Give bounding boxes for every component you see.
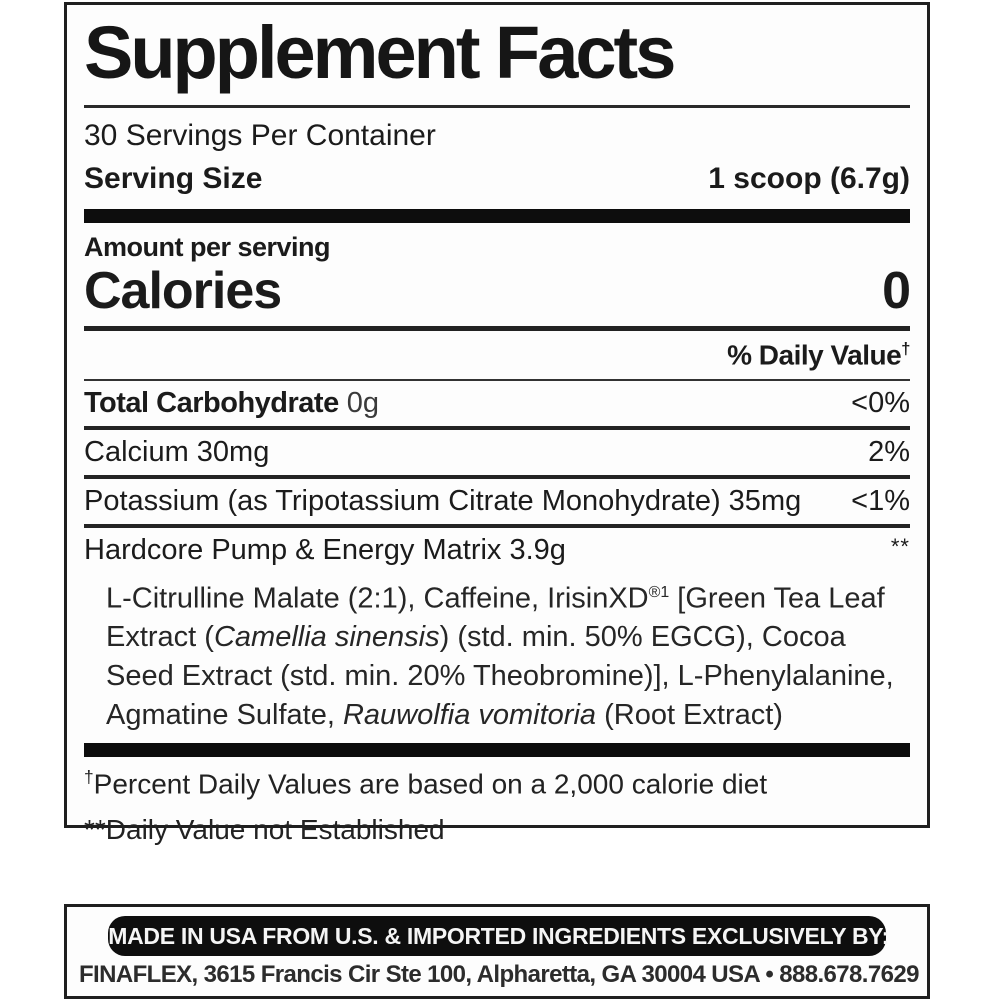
asterisks-symbol: ** bbox=[84, 814, 106, 846]
nutrient-daily-value: 2% bbox=[868, 435, 910, 468]
footnote-not-established: **Daily Value not Established bbox=[84, 814, 445, 846]
footnote-daily-value: †Percent Daily Values are based on a 2,000 calorie diet bbox=[84, 767, 768, 800]
nutrient-daily-value: <1% bbox=[851, 484, 910, 517]
serving-size-row bbox=[84, 162, 910, 196]
nutrient-name: Calcium 30mg bbox=[84, 435, 270, 468]
supplement-facts-panel bbox=[64, 2, 930, 846]
nutrient-name: Potassium (as Tripotassium Citrate Monohydrate) 35mg bbox=[84, 484, 802, 517]
panel-title: Supplement Facts bbox=[84, 11, 674, 94]
dagger-symbol: † bbox=[84, 767, 94, 788]
nutrient-name: Hardcore Pump & Energy Matrix 3.9g bbox=[84, 533, 566, 566]
nutrient-daily-value: <0% bbox=[851, 386, 910, 419]
thick-separator-top bbox=[84, 209, 910, 223]
botanical-name: Rauwolfia vomitoria bbox=[342, 699, 597, 732]
made-in-usa-bar: MADE IN USA FROM U.S. & IMPORTED INGREDIENTS EXCLUSIVELY BY: bbox=[108, 916, 885, 956]
calories-separator bbox=[84, 326, 910, 331]
nutrient-row-total-carbohydrate bbox=[84, 381, 910, 426]
nutrient-row-calcium bbox=[84, 430, 910, 475]
dagger-symbol: † bbox=[901, 338, 910, 358]
botanical-name: Camellia sinensis bbox=[213, 621, 440, 654]
daily-value-header: % Daily Value† bbox=[727, 338, 910, 370]
ingredient-list: L-Citrulline Malate (2:1), Caffeine, IrisinXD$^{®1}$ [Green Tea Leaf Extract (Camellia sinensis) (std. min. 50% EGCG), Cocoa Seed Extract (std. min. 20% Theobromine)], L-Phenylalanine, Agmatine Sulfate, Rauwolfia vomitoria (Root Extract) bbox=[106, 582, 894, 732]
amount-per-serving-label: Amount per serving bbox=[84, 231, 331, 262]
calories-row bbox=[84, 261, 910, 320]
serving-size-label: Serving Size bbox=[84, 161, 263, 195]
calories-label: Calories bbox=[84, 261, 282, 320]
serving-size-value: 1 scoop (6.7g) bbox=[708, 161, 910, 195]
nutrient-row-pump-energy-matrix bbox=[84, 528, 910, 573]
nutrient-daily-value: ** bbox=[890, 533, 910, 559]
title-separator bbox=[84, 105, 910, 108]
thick-separator-bottom bbox=[84, 743, 910, 757]
servings-per-container: 30 Servings Per Container bbox=[84, 118, 436, 152]
registered-trademark-symbol: ®1 bbox=[648, 583, 670, 601]
nutrient-name: Total Carbohydrate 0g bbox=[84, 386, 380, 419]
manufacturer-box bbox=[64, 904, 930, 999]
manufacturer-address: FINAFLEX, 3615 Francis Cir Ste 100, Alpharetta, GA 30004 USA • 888.678.7629 bbox=[79, 961, 919, 988]
calories-value: 0 bbox=[882, 261, 910, 320]
nutrient-row-potassium bbox=[84, 479, 910, 524]
